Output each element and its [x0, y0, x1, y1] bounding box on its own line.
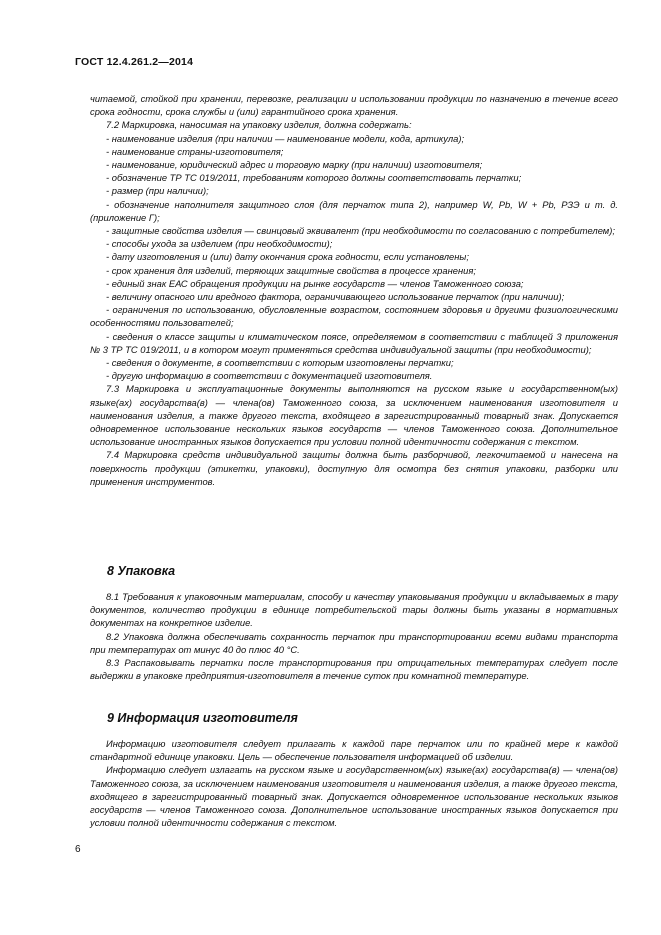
list-item: - сведения о документе, в соответствии с которым изготовлены перчатки;	[106, 357, 454, 369]
paragraph: 8.1 Требования к упаковочным материалам, способу и качеству упаковывания продукции и вкладываемых в тару документов, количество продукции в единице потребительской тары должны быть указаны в нормативных документах на конкретное изделие.	[90, 591, 618, 629]
list-item: - ограничения по использованию, обусловленные возрастом, состоянием здоровья и другими физиологическими особенностями пользователей;	[90, 304, 618, 329]
paragraph: читаемой, стойкой при хранении, перевозке, реализации и использовании продукции по назначению в течение всего срока годности, срока службы и (или) гарантийного срока хранения.	[90, 93, 618, 118]
paragraph: 8.3 Распаковывать перчатки после транспортирования при отрицательных температурах следует после выдержки в упаковке предприятия-изготовителя в течение суток при комнатной температуре.	[90, 657, 618, 682]
section8-text	[90, 590, 618, 682]
page-number: 6	[75, 844, 81, 855]
section9-heading: 9 Информация изготовителя	[107, 711, 298, 725]
list-item: - наименование страны-изготовителя;	[106, 145, 284, 157]
list-item: - срок хранения для изделий, теряющих защитные свойства в процессе хранения;	[106, 264, 476, 276]
list-item: - способы ухода за изделием (при необходимости);	[106, 238, 333, 250]
list-item: - защитные свойства изделия — свинцовый эквивалент (при необходимости по согласованию с потребителем);	[106, 225, 615, 237]
section9-text	[90, 737, 618, 829]
paragraph: Информацию следует излагать на русском языке и государственном(ых) языке(ах) государства(в) — члена(ов) Таможенного союза, за исключением наименования изготовителя и наименования изделия, а также другого текста, входящего в зарегистрированный товарный знак. Допускается одновременное использование нескольких языков государств — членов Таможенного союза. Дополнительное использование иностранных языков допускается при условии полной идентичности содержания с текстом.	[90, 764, 618, 829]
list-item: - обозначение наполнителя защитного слоя (для перчаток типа 2), например W, Pb, W + Pb, РЗЭ и т. д. (приложение Г);	[90, 198, 618, 223]
list-item: - обозначение ТР ТС 019/2011, требованиям которого должны соответствовать перчатки;	[106, 172, 522, 184]
paragraph: Информацию изготовителя следует прилагать к каждой паре перчаток или по крайней мере к каждой стандартной единице упаковки. Цель — обеспечение пользователя информацией об изделии.	[90, 738, 618, 763]
section7-text	[90, 92, 618, 488]
list-item: - единый знак ЕАС обращения продукции на рынке государств — членов Таможенного союза;	[106, 277, 524, 289]
list-item: - наименование, юридический адрес и торговую марку (при наличии) изготовителя;	[106, 159, 483, 171]
paragraph: 7.3 Маркировка и эксплуатационные документы выполняются на русском языке и государственном(ых) языке(ах) государства(в) — члена(ов) Таможенного союза, за исключением наименования изготовителя и наименования изделия, а также другого текста, входящего в зарегистрированный товарный знак. Допускается одновременное использование нескольких языков государств — членов Таможенного союза. Дополнительное использование иностранных языков допускается при условии полной идентичности содержания с текстом.	[90, 383, 618, 448]
section8-heading: 8 Упаковка	[107, 564, 176, 578]
list-item: - размер (при наличии);	[106, 185, 209, 197]
paragraph: 7.4 Маркировка средств индивидуальной защиты должна быть разборчивой, легкочитаемой и нанесена на поверхность продукции (этикетки, упаковки), доступную для осмотра без снятия упаковки, разборки или применения инструментов.	[90, 449, 618, 487]
list-item: - наименование изделия (при наличии — наименование модели, кода, артикула);	[106, 132, 465, 144]
paragraph: 7.2 Маркировка, наносимая на упаковку изделия, должна содержать:	[106, 119, 412, 131]
list-item: - величину опасного или вредного фактора, ограничивающего использование перчаток (при наличии);	[106, 291, 565, 303]
paragraph: 8.2 Упаковка должна обеспечивать сохранность перчаток при транспортировании всеми видами транспорта при температурах от минус 40 до плюс 40 °С.	[90, 630, 618, 655]
list-item: - другую информацию в соответствии с документацией изготовителя.	[106, 370, 433, 382]
list-item: - сведения о классе защиты и климатическом поясе, определяемом в соответствии с таблицей 3 приложения № 3 ТР ТС 019/2011, и в котором могут применяться средства индивидуальной защиты (при необходимости);	[90, 330, 618, 355]
document-header: ГОСТ 12.4.261.2—2014	[75, 56, 194, 68]
list-item: - дату изготовления и (или) дату окончания срока годности, если установлены;	[106, 251, 469, 263]
